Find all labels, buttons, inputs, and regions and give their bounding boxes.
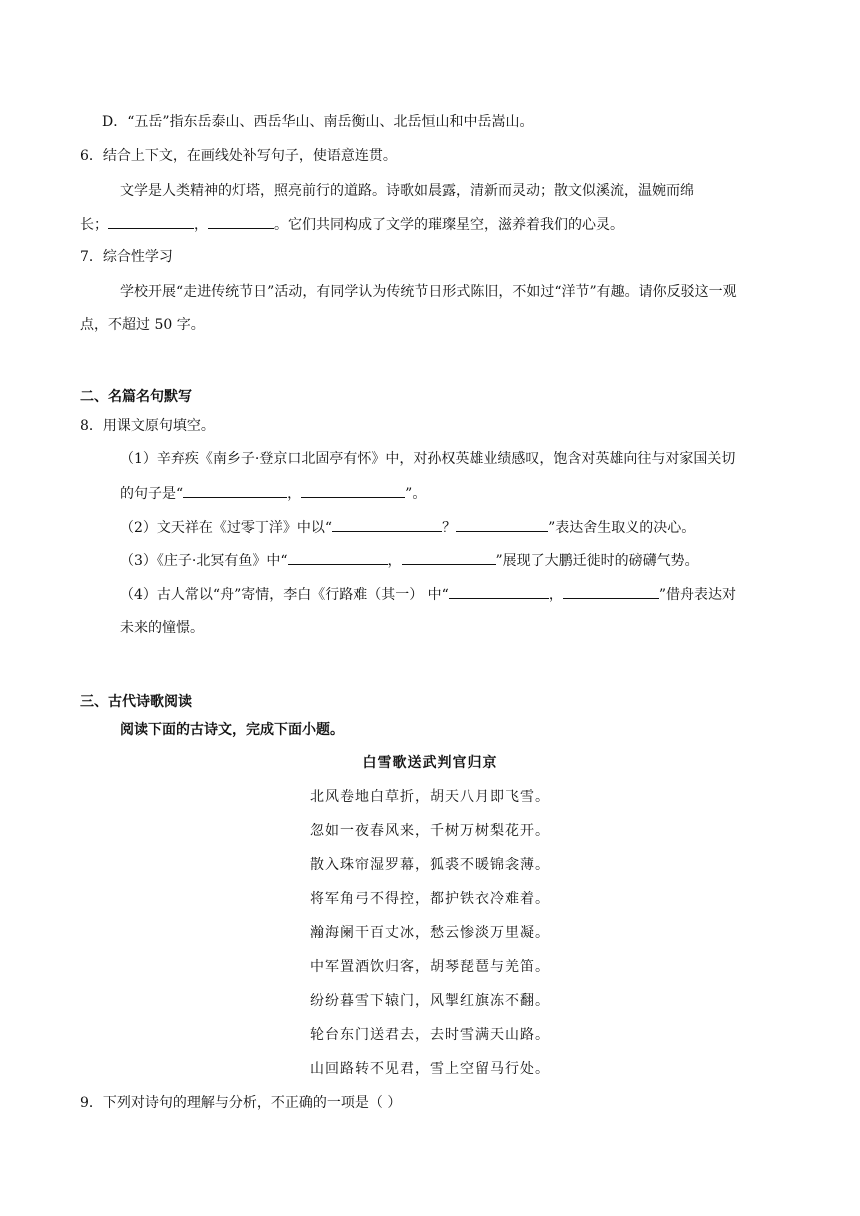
poem-line: 山回路转不见君，雪上空留马行处。 [310, 1061, 550, 1077]
q8-item-1-sep: ， [287, 486, 302, 502]
q8-item-3-blank-2[interactable] [402, 550, 496, 565]
q6-blank-1[interactable] [108, 214, 194, 229]
poem-title: 白雪歌送武判官归京 [362, 755, 498, 771]
poem-line: 散入珠帘湿罗幕，狐裘不暖锦衾薄。 [310, 857, 550, 873]
q8-item-4-post: ”借舟表达对 [658, 587, 736, 603]
q8-item-4-sep: ， [548, 587, 563, 603]
q8-item-4-blank-1[interactable] [449, 584, 549, 599]
poem-line: 轮台东门送君去，去时雪满天山路。 [310, 1027, 550, 1043]
q5-option-d: D．“五岳”指东岳泰山、西岳华山、南岳衡山、北岳恒山和中岳嵩山。 [102, 114, 534, 130]
reading-instruction: 阅读下面的古诗文，完成下面小题。 [120, 722, 344, 738]
q8-item-2-post: ”表达舍生取义的决心。 [548, 520, 696, 536]
poem-line: 忽如一夜春风来，千树万树梨花开。 [310, 823, 550, 839]
q8-item-3-pre: （3）《庄子·北冥有鱼》中“ [120, 553, 288, 569]
q8-item-2-pre: （2）文天祥在《过零丁洋》中以“ [120, 520, 333, 536]
section-2-heading: 二、名篇名句默写 [80, 389, 192, 405]
q8-item-1-blank-1[interactable] [183, 483, 287, 498]
q6-text-line2 [80, 214, 624, 235]
q8-item-3-post: ”展现了大鹏迁徙时的磅礴气势。 [495, 553, 699, 569]
q8-item-4-line1 [120, 584, 736, 605]
q8-item-2-sep: ？ [442, 520, 457, 536]
poem-line: 北风卷地白草折，胡天八月即飞雪。 [310, 789, 550, 805]
q7-text-line1: 学校开展“走进传统节日”活动，有同学认为传统节日形式陈旧，不如过“洋节”有趣。请你反驳这一观 [120, 284, 737, 300]
q8-item-4-pre: （4）古人常以“舟”寄情，李白《行路难（其一） 中“ [120, 587, 449, 603]
q8-item-2-blank-2[interactable] [456, 517, 548, 532]
q8-item-1-line1: （1）辛弃疾《南乡子·登京口北固亭有怀》中，对孙权英雄业绩感叹，饱含对英雄向往与对家国关切 [120, 451, 736, 467]
q8-item-1-line2 [120, 483, 426, 504]
q8-item-4-blank-2[interactable] [563, 584, 659, 599]
q9-stem: 9．下列对诗句的理解与分析，不正确的一项是（ ） [80, 1095, 402, 1111]
q8-item-3-sep: ， [387, 553, 402, 569]
poem-line: 将军角弓不得控，都护铁衣冷难着。 [310, 891, 550, 907]
q7-text-line2: 点，不超过 50 字。 [80, 317, 205, 333]
q8-item-2 [120, 517, 695, 538]
poem-line: 纷纷暮雪下辕门，风掣红旗冻不翻。 [310, 993, 550, 1009]
section-3-heading: 三、古代诗歌阅读 [80, 694, 192, 710]
q6-pre: 长； [80, 217, 108, 233]
q6-text-line1: 文学是人类精神的灯塔，照亮前行的道路。诗歌如晨露，清新而灵动；散文似溪流，温婉而绵 [120, 183, 694, 199]
q7-stem: 7．综合性学习 [80, 249, 173, 265]
q8-item-1-blank-2[interactable] [301, 483, 405, 498]
q6-sep: ， [194, 217, 208, 233]
q6-stem: 6．结合上下文，在画线处补写句子，使语意连贯。 [80, 148, 397, 164]
q8-stem: 8．用课文原句填空。 [80, 418, 215, 434]
poem-line: 中军置酒饮归客，胡琴琵琶与羌笛。 [310, 959, 550, 975]
q8-item-4-line2: 未来的憧憬。 [120, 620, 204, 636]
poem-line: 瀚海阑干百丈冰，愁云惨淡万里凝。 [310, 925, 550, 941]
q8-item-1-post: ”。 [405, 486, 427, 502]
q8-item-3-blank-1[interactable] [288, 550, 388, 565]
q8-item-3 [120, 550, 699, 571]
q6-post: 。它们共同构成了文学的璀璨星空，滋养着我们的心灵。 [274, 217, 624, 233]
q8-item-1-pre: 的句子是“ [120, 486, 184, 502]
q6-blank-2[interactable] [208, 214, 274, 229]
q8-item-2-blank-1[interactable] [332, 517, 442, 532]
